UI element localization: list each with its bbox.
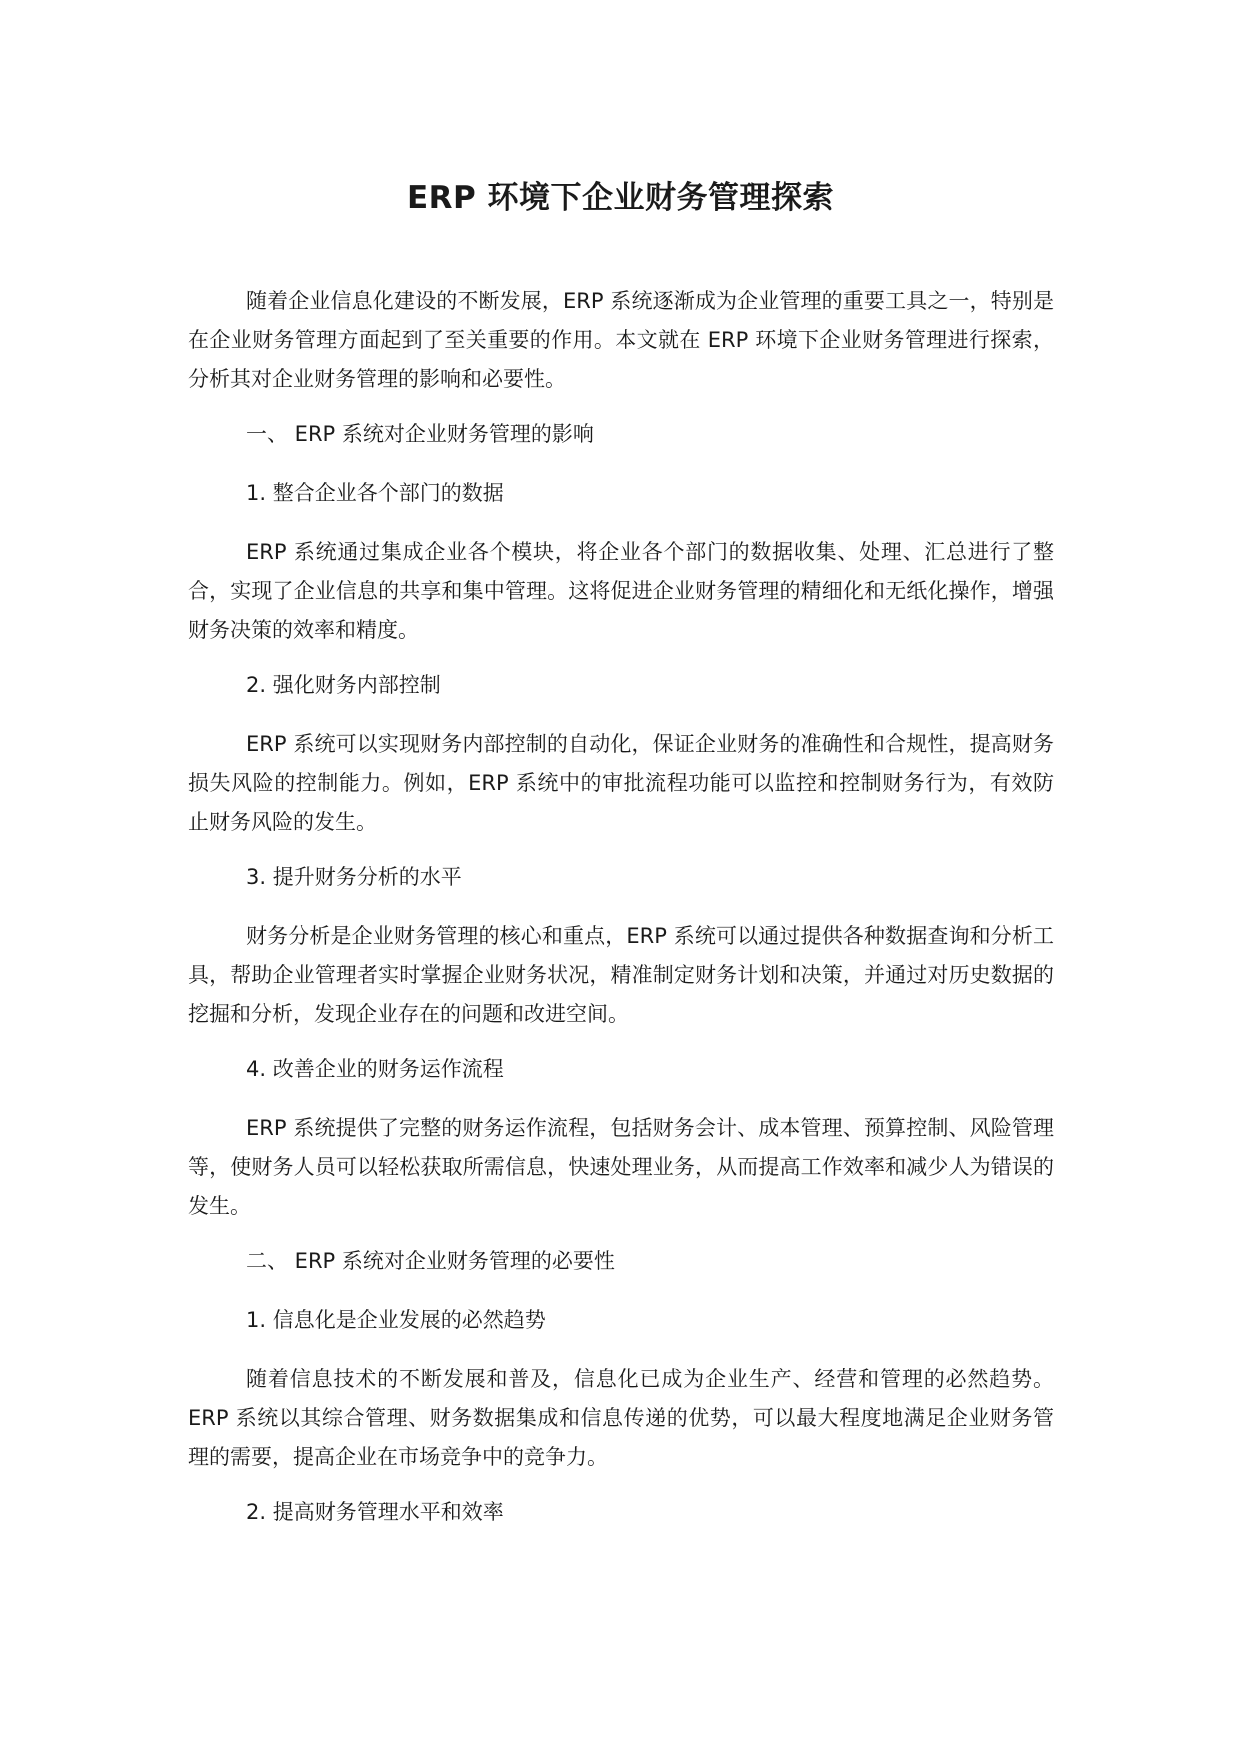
paragraph-1-4: ERP 系统提供了完整的财务运作流程，包括财务会计、成本管理、预算控制、风险管理等，使财务人员可以轻松获取所需信息，快速处理业务，从而提高工作效率和减少人为错误的发生。 [188, 1116, 1054, 1218]
subsection-heading-1-4: 4. 改善企业的财务运作流程 [246, 1057, 504, 1081]
paragraph-1-3: 财务分析是企业财务管理的核心和重点，ERP 系统可以通过提供各种数据查询和分析工具，帮助企业管理者实时掌握企业财务状况，精准制定财务计划和决策，并通过对历史数据的挖掘和分析，发现企业存在的问题和改进空间。 [188, 924, 1054, 1026]
section-heading-2: 二、 ERP 系统对企业财务管理的必要性 [246, 1249, 615, 1273]
paragraph-1-1: ERP 系统通过集成企业各个模块，将企业各个部门的数据收集、处理、汇总进行了整合，实现了企业信息的共享和集中管理。这将促进企业财务管理的精细化和无纸化操作，增强财务决策的效率和精度。 [188, 540, 1054, 642]
paragraph-2-1: 随着信息技术的不断发展和普及，信息化已成为企业生产、经营和管理的必然趋势。ERP 系统以其综合管理、财务数据集成和信息传递的优势，可以最大程度地满足企业财务管理的需要，提高企业在市场竞争中的竞争力。 [188, 1367, 1054, 1469]
document-title: ERP 环境下企业财务管理探索 [406, 180, 835, 216]
section-heading-1: 一、 ERP 系统对企业财务管理的影响 [246, 422, 594, 446]
paragraph-1-2: ERP 系统可以实现财务内部控制的自动化，保证企业财务的准确性和合规性，提高财务损失风险的控制能力。例如，ERP 系统中的审批流程功能可以监控和控制财务行为，有效防止财务风险的发生。 [188, 732, 1054, 834]
subsection-heading-1-2: 2. 强化财务内部控制 [246, 673, 441, 697]
subsection-heading-2-1: 1. 信息化是企业发展的必然趋势 [246, 1308, 546, 1332]
subsection-heading-1-3: 3. 提升财务分析的水平 [246, 865, 462, 889]
intro-paragraph: 随着企业信息化建设的不断发展，ERP 系统逐渐成为企业管理的重要工具之一，特别是在企业财务管理方面起到了至关重要的作用。本文就在 ERP 环境下企业财务管理进行探索，分析其对企业财务管理的影响和必要性。 [188, 289, 1054, 391]
subsection-heading-2-2: 2. 提高财务管理水平和效率 [246, 1500, 504, 1524]
document-body [188, 282, 1054, 1552]
subsection-heading-1-1: 1. 整合企业各个部门的数据 [246, 481, 504, 505]
